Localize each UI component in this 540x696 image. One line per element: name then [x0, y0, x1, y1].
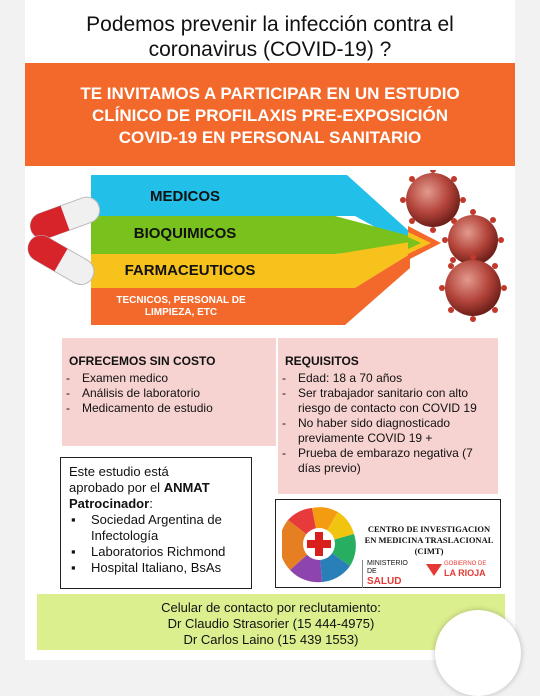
- sponsor-heading: [69, 496, 243, 512]
- ministerio-salud-logo: [362, 560, 417, 588]
- rioja-flag-icon: [426, 562, 442, 578]
- offer-box: [62, 338, 276, 446]
- contact-line-3: Dr Carlos Laino (15 439 1553): [183, 632, 359, 647]
- cimt-name: [360, 524, 498, 557]
- approval-prefix: aprobado por el: [69, 480, 164, 495]
- invitation-banner: [25, 63, 515, 166]
- corner-action-button[interactable]: [435, 610, 521, 696]
- banner-line-2: CLÍNICO DE PROFILAXIS PRE-EXPOSICIÓN: [91, 106, 449, 125]
- offer-list: [62, 371, 276, 416]
- band-label-tecnicos-line-1: TECNICOS, PERSONAL DE: [116, 295, 246, 306]
- cimt-name-line-3: (CIMT): [414, 546, 444, 556]
- band-label-farmaceuticos: FARMACEUTICOS: [124, 262, 256, 279]
- salud-label: SALUD: [367, 576, 402, 587]
- list-item: ▪ Hospital Italiano, BsAs: [69, 560, 243, 576]
- band-label-bioquimicos: BIOQUIMICOS: [133, 225, 237, 242]
- approval-line-1: Este estudio está: [69, 464, 169, 479]
- sponsor-list: [69, 512, 243, 576]
- cimt-logo-icon: [282, 504, 356, 584]
- list-item: - Medicamento de estudio: [62, 401, 276, 416]
- approval-box: [60, 457, 252, 589]
- list-item: - Examen medico: [62, 371, 276, 386]
- gobierno-label: GOBIERNO DE: [444, 561, 487, 567]
- band-label-medicos: MEDICOS: [149, 188, 220, 205]
- approval-line-2: [69, 480, 243, 496]
- list-item: - Ser trabajador sanitario con alto riesgo de contacto con COVID 19: [278, 386, 498, 416]
- page-title: [25, 12, 515, 62]
- list-item: - No haber sido diagnosticado previamente COVID 19 +: [278, 416, 498, 446]
- requirements-list: [278, 371, 498, 476]
- requirements-title: REQUISITOS: [285, 354, 359, 368]
- cimt-name-line-1: CENTRO DE INVESTIGACION: [367, 524, 491, 534]
- contact-line-2: Dr Claudio Strasorier (15 444-4975): [167, 616, 375, 631]
- flyer-page: [25, 0, 515, 660]
- list-item: - Edad: 18 a 70 años: [278, 371, 498, 386]
- banner-line-1: TE INVITAMOS A PARTICIPAR EN UN ESTUDIO: [80, 84, 460, 103]
- band-label-tecnicos: [91, 295, 271, 319]
- list-item: ▪ Sociedad Argentina de Infectología: [69, 512, 243, 544]
- sponsor-colon: :: [149, 496, 153, 511]
- title-line-1: Podemos prevenir la infección contra el: [86, 13, 454, 36]
- contact-box: [37, 594, 505, 650]
- band-label-tecnicos-line-2: LIMPIEZA, ETC: [144, 307, 218, 318]
- banner-line-3: COVID-19 EN PERSONAL SANITARIO: [118, 128, 422, 147]
- list-item: ▪ Laboratorios Richmond: [69, 544, 243, 560]
- sponsor-label: Patrocinador: [69, 496, 150, 511]
- anmat-label: ANMAT: [163, 480, 210, 495]
- title-line-2: coronavirus (COVID-19) ?: [148, 38, 392, 61]
- cimt-logo-box: [275, 499, 501, 588]
- contact-line-1: Celular de contacto por reclutamiento:: [161, 600, 381, 615]
- list-item: - Prueba de embarazo negativa (7 días previo): [278, 446, 498, 476]
- requirements-box: [278, 338, 498, 494]
- participant-arrow-graphic: [25, 170, 515, 330]
- list-item: - Análisis de laboratorio: [62, 386, 276, 401]
- cimt-name-line-2: EN MEDICINA TRASLACIONAL: [364, 535, 494, 545]
- offer-title: OFRECEMOS SIN COSTO: [69, 354, 216, 368]
- rioja-label: LA RIOJA: [444, 568, 486, 578]
- ministerio-label: MINISTERIO DE: [367, 560, 408, 575]
